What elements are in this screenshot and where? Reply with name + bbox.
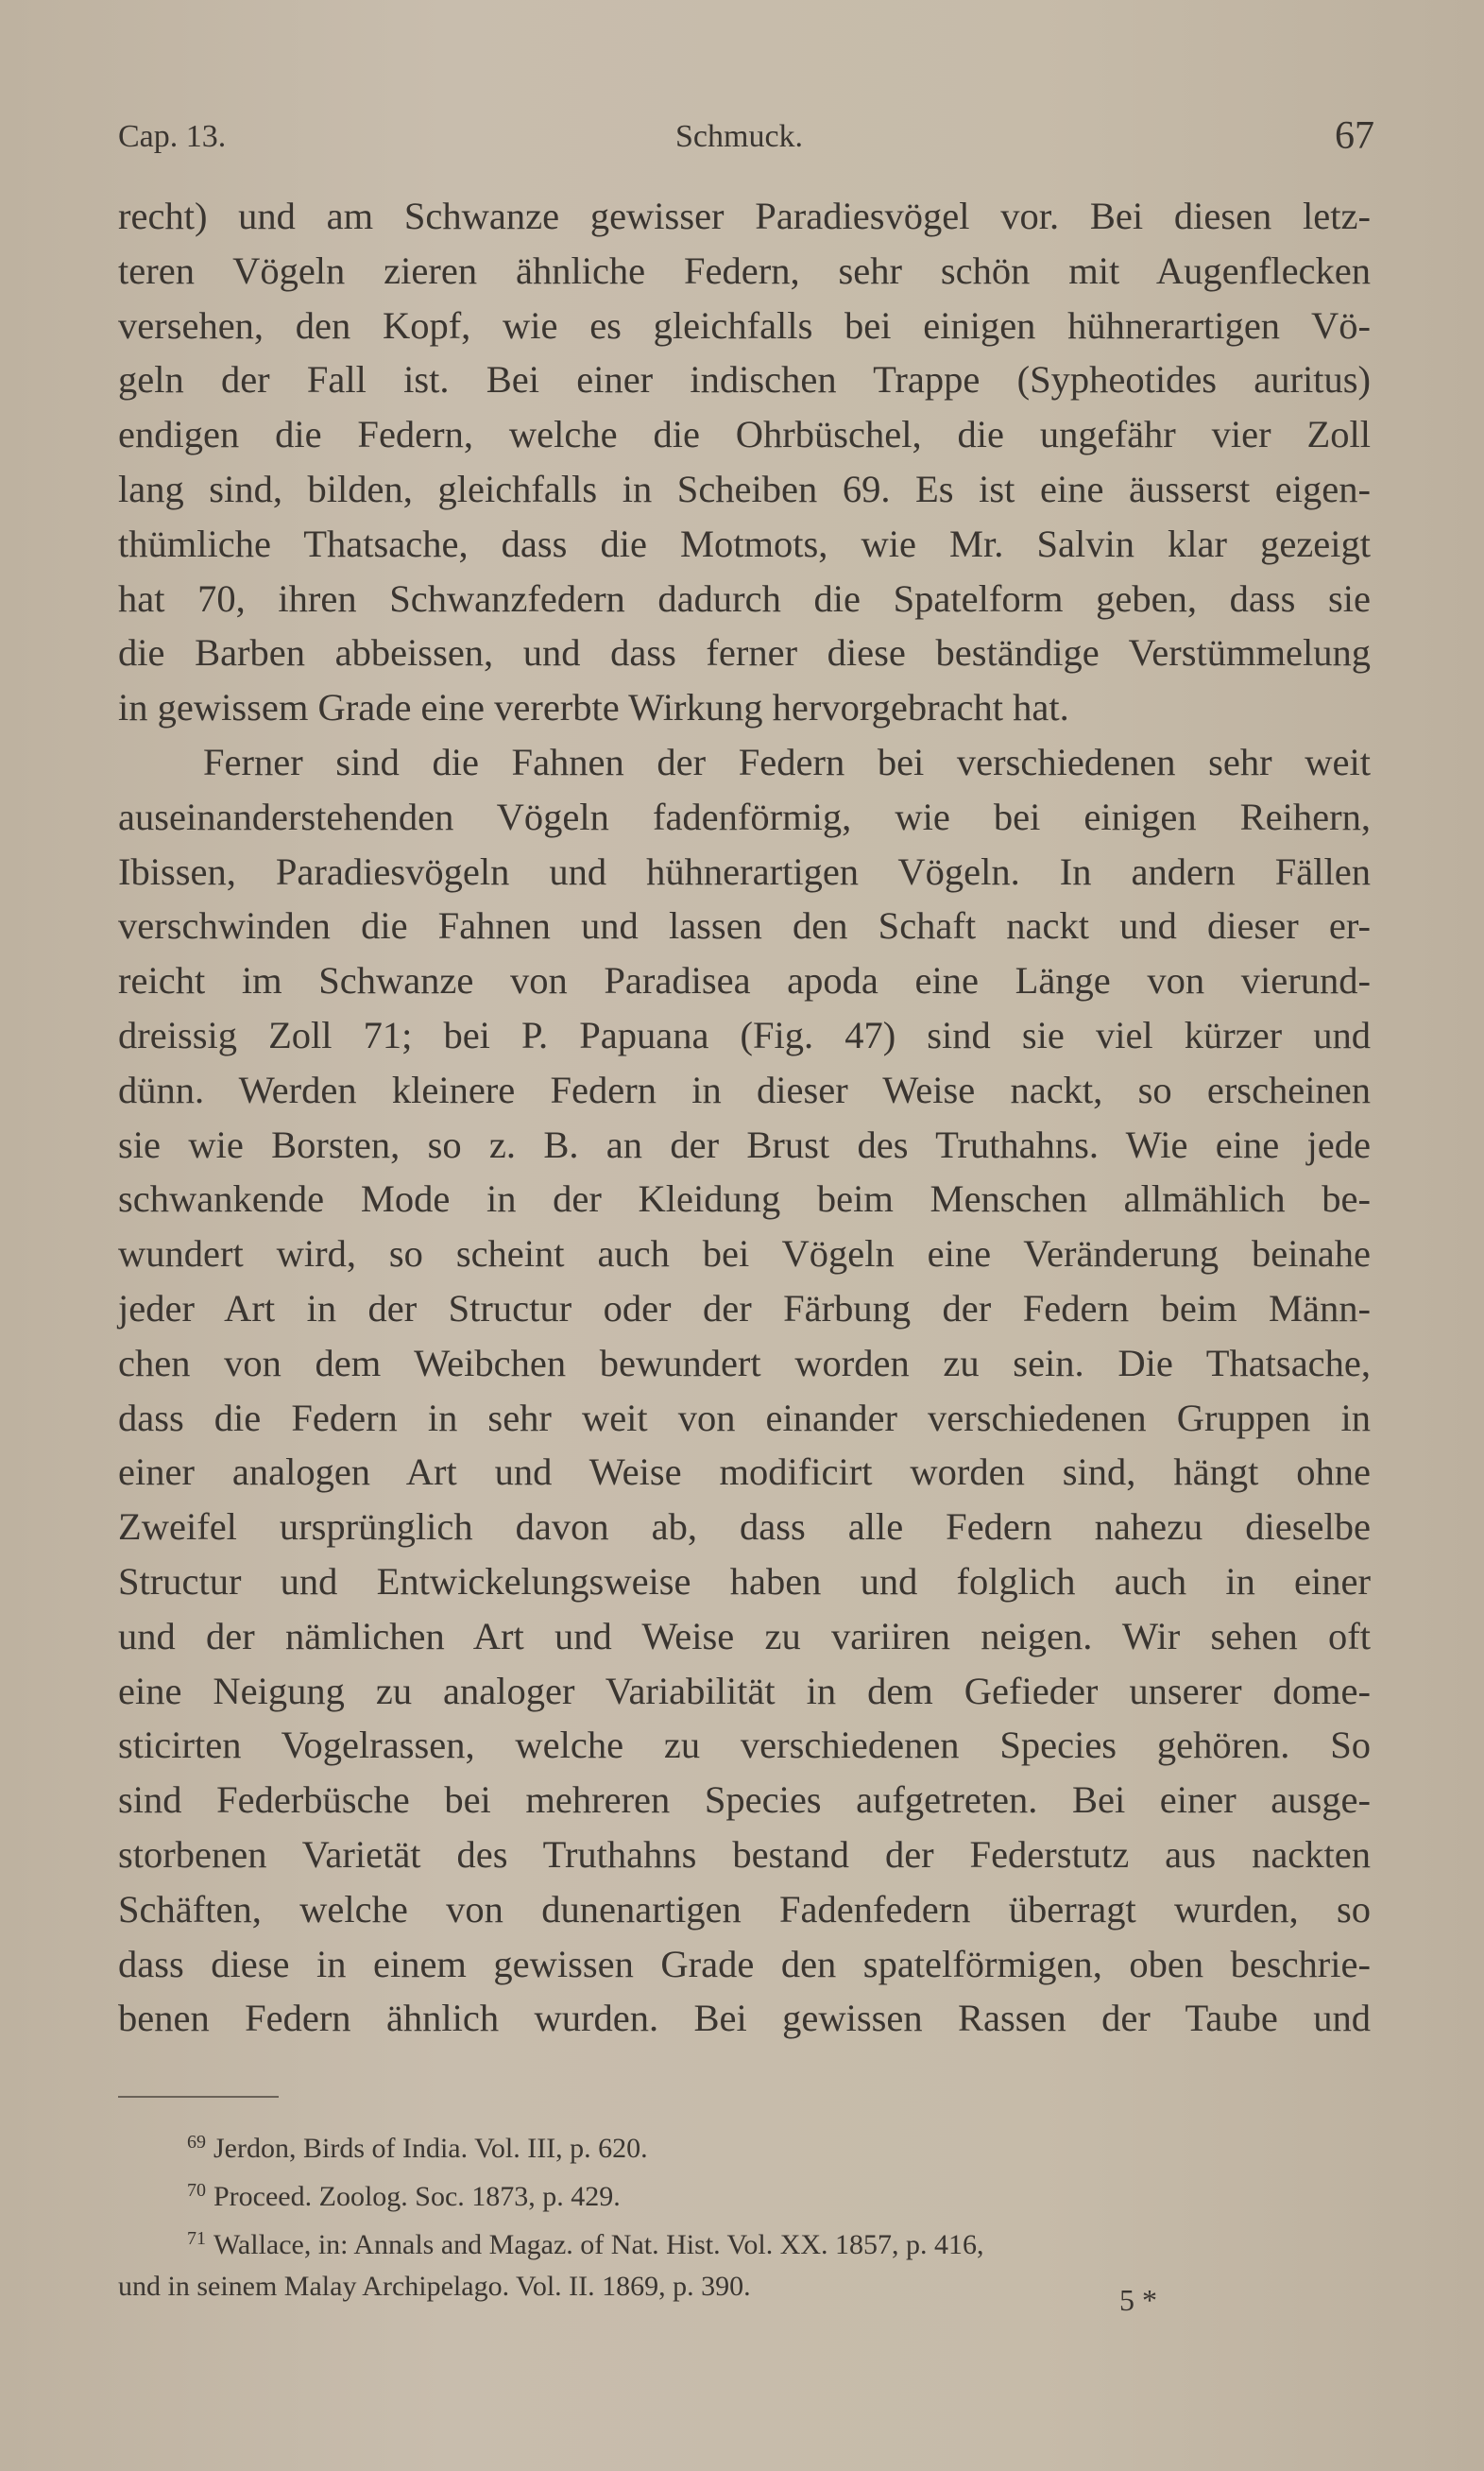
- text-line: Structur und Entwickelungsweise haben und folglich auch in einer: [118, 1559, 1371, 1603]
- text-line: wundert wird, so scheint auch bei Vögeln eine Veränderung beinahe: [118, 1232, 1371, 1276]
- text-line: sind Federbüsche bei mehreren Species aufgetreten. Bei einer ausge-: [118, 1778, 1371, 1822]
- text-line: verschwinden die Fahnen und lassen den Schaft nackt und dieser er-: [118, 904, 1371, 948]
- body-text: [118, 189, 1371, 2046]
- footnote-text: Wallace, in: Annals and Magaz. of Nat. Hist. Vol. XX. 1857, p. 416,: [213, 2229, 984, 2260]
- text-line: auseinanderstehenden Vögeln fadenförmig, wie bei einigen Reihern,: [118, 795, 1371, 838]
- text-line: endigen die Federn, welche die Ohrbüschel, die ungefähr vier Zoll: [118, 413, 1371, 456]
- signature-mark: 5 *: [1119, 2283, 1157, 2317]
- running-head: [118, 112, 1374, 168]
- text-line: benen Federn ähnlich wurden. Bei gewissen Rassen der Taube und: [118, 1997, 1371, 2040]
- footnotes: [118, 2121, 1374, 2308]
- text-line: und der nämlichen Art und Weise zu variiren neigen. Wir sehen oft: [118, 1614, 1371, 1657]
- text-line: dreissig Zoll 71; bei P. Papuana (Fig. 47) sind sie viel kürzer und: [118, 1013, 1371, 1056]
- footnote: [118, 2121, 1374, 2170]
- text-line: geln der Fall ist. Bei einer indischen Trappe (Sypheotides auritus): [118, 358, 1371, 402]
- text-line: sie wie Borsten, so z. B. an der Brust des Truthahns. Wie eine jede: [118, 1123, 1371, 1166]
- text-line: lang sind, bilden, gleichfalls in Scheiben 69. Es ist eine äusserst eigen-: [118, 467, 1371, 510]
- text-line: Ibissen, Paradiesvögeln und hühnerartigen Vögeln. In andern Fällen: [118, 849, 1371, 893]
- text-line: dass die Federn in sehr weit von einander verschiedenen Gruppen in: [118, 1396, 1371, 1439]
- text-line: in gewissem Grade eine vererbte Wirkung hervorgebracht hat.: [118, 686, 1069, 729]
- text-line: dass diese in einem gewissen Grade den spatelförmigen, oben beschrie-: [118, 1942, 1371, 1985]
- footnote-continuation: [118, 2266, 1374, 2308]
- footnote-text: Proceed. Zoolog. Soc. 1873, p. 429.: [213, 2181, 621, 2212]
- text-line: Schäften, welche von dunenartigen Fadenfedern überragt wurden, so: [118, 1887, 1371, 1930]
- text-line: Ferner sind die Fahnen der Federn bei verschiedenen sehr weit: [203, 740, 1371, 783]
- text-line: jeder Art in der Structur oder der Färbung der Federn beim Männ-: [118, 1286, 1371, 1330]
- text-line: Zweifel ursprünglich davon ab, dass alle Federn nahezu dieselbe: [118, 1505, 1371, 1549]
- text-line: thümliche Thatsache, dass die Motmots, wie Mr. Salvin klar gezeigt: [118, 522, 1371, 565]
- text-line: storbenen Varietät des Truthahns bestand der Federstutz aus nackten: [118, 1832, 1371, 1876]
- footnote-number: 70: [187, 2180, 206, 2201]
- text-line: einer analogen Art und Weise modificirt worden sind, hängt ohne: [118, 1450, 1371, 1494]
- text-line: eine Neigung zu analoger Variabilität in dem Gefieder unserer dome-: [118, 1669, 1371, 1712]
- text-line: reicht im Schwanze von Paradisea apoda eine Länge von vierund-: [118, 959, 1371, 1003]
- footnote-number: 71: [187, 2228, 206, 2249]
- text-line: chen von dem Weibchen bewundert worden zu sein. Die Thatsache,: [118, 1341, 1371, 1384]
- text-line: hat 70, ihren Schwanzfedern dadurch die Spatelform geben, dass sie: [118, 576, 1371, 620]
- chapter-label: Cap. 13.: [118, 119, 227, 154]
- running-title: Schmuck.: [675, 119, 804, 154]
- footnote: [118, 2218, 1374, 2266]
- footnote-text: und in seinem Malay Archipelago. Vol. II. 1869, p. 390.: [118, 2271, 751, 2302]
- text-line: die Barben abbeissen, und dass ferner diese beständige Verstümmelung: [118, 631, 1371, 675]
- text-line: schwankende Mode in der Kleidung beim Menschen allmählich be-: [118, 1177, 1371, 1221]
- text-line: recht) und am Schwanze gewisser Paradiesvögel vor. Bei diesen letz-: [118, 195, 1371, 237]
- footnote-number: 69: [187, 2132, 206, 2153]
- footnote-text: Jerdon, Birds of India. Vol. III, p. 620.: [213, 2133, 648, 2164]
- page-number: 67: [1335, 114, 1374, 158]
- footnote-rule: [118, 2096, 279, 2098]
- footnote: [118, 2170, 1374, 2218]
- text-line: versehen, den Kopf, wie es gleichfalls bei einigen hühnerartigen Vö-: [118, 303, 1371, 347]
- text-line: dünn. Werden kleinere Federn in dieser Weise nackt, so erscheinen: [118, 1068, 1371, 1111]
- text-line: sticirten Vogelrassen, welche zu verschiedenen Species gehören. So: [118, 1724, 1371, 1767]
- text-line: teren Vögeln zieren ähnliche Federn, sehr schön mit Augenflecken: [118, 249, 1371, 292]
